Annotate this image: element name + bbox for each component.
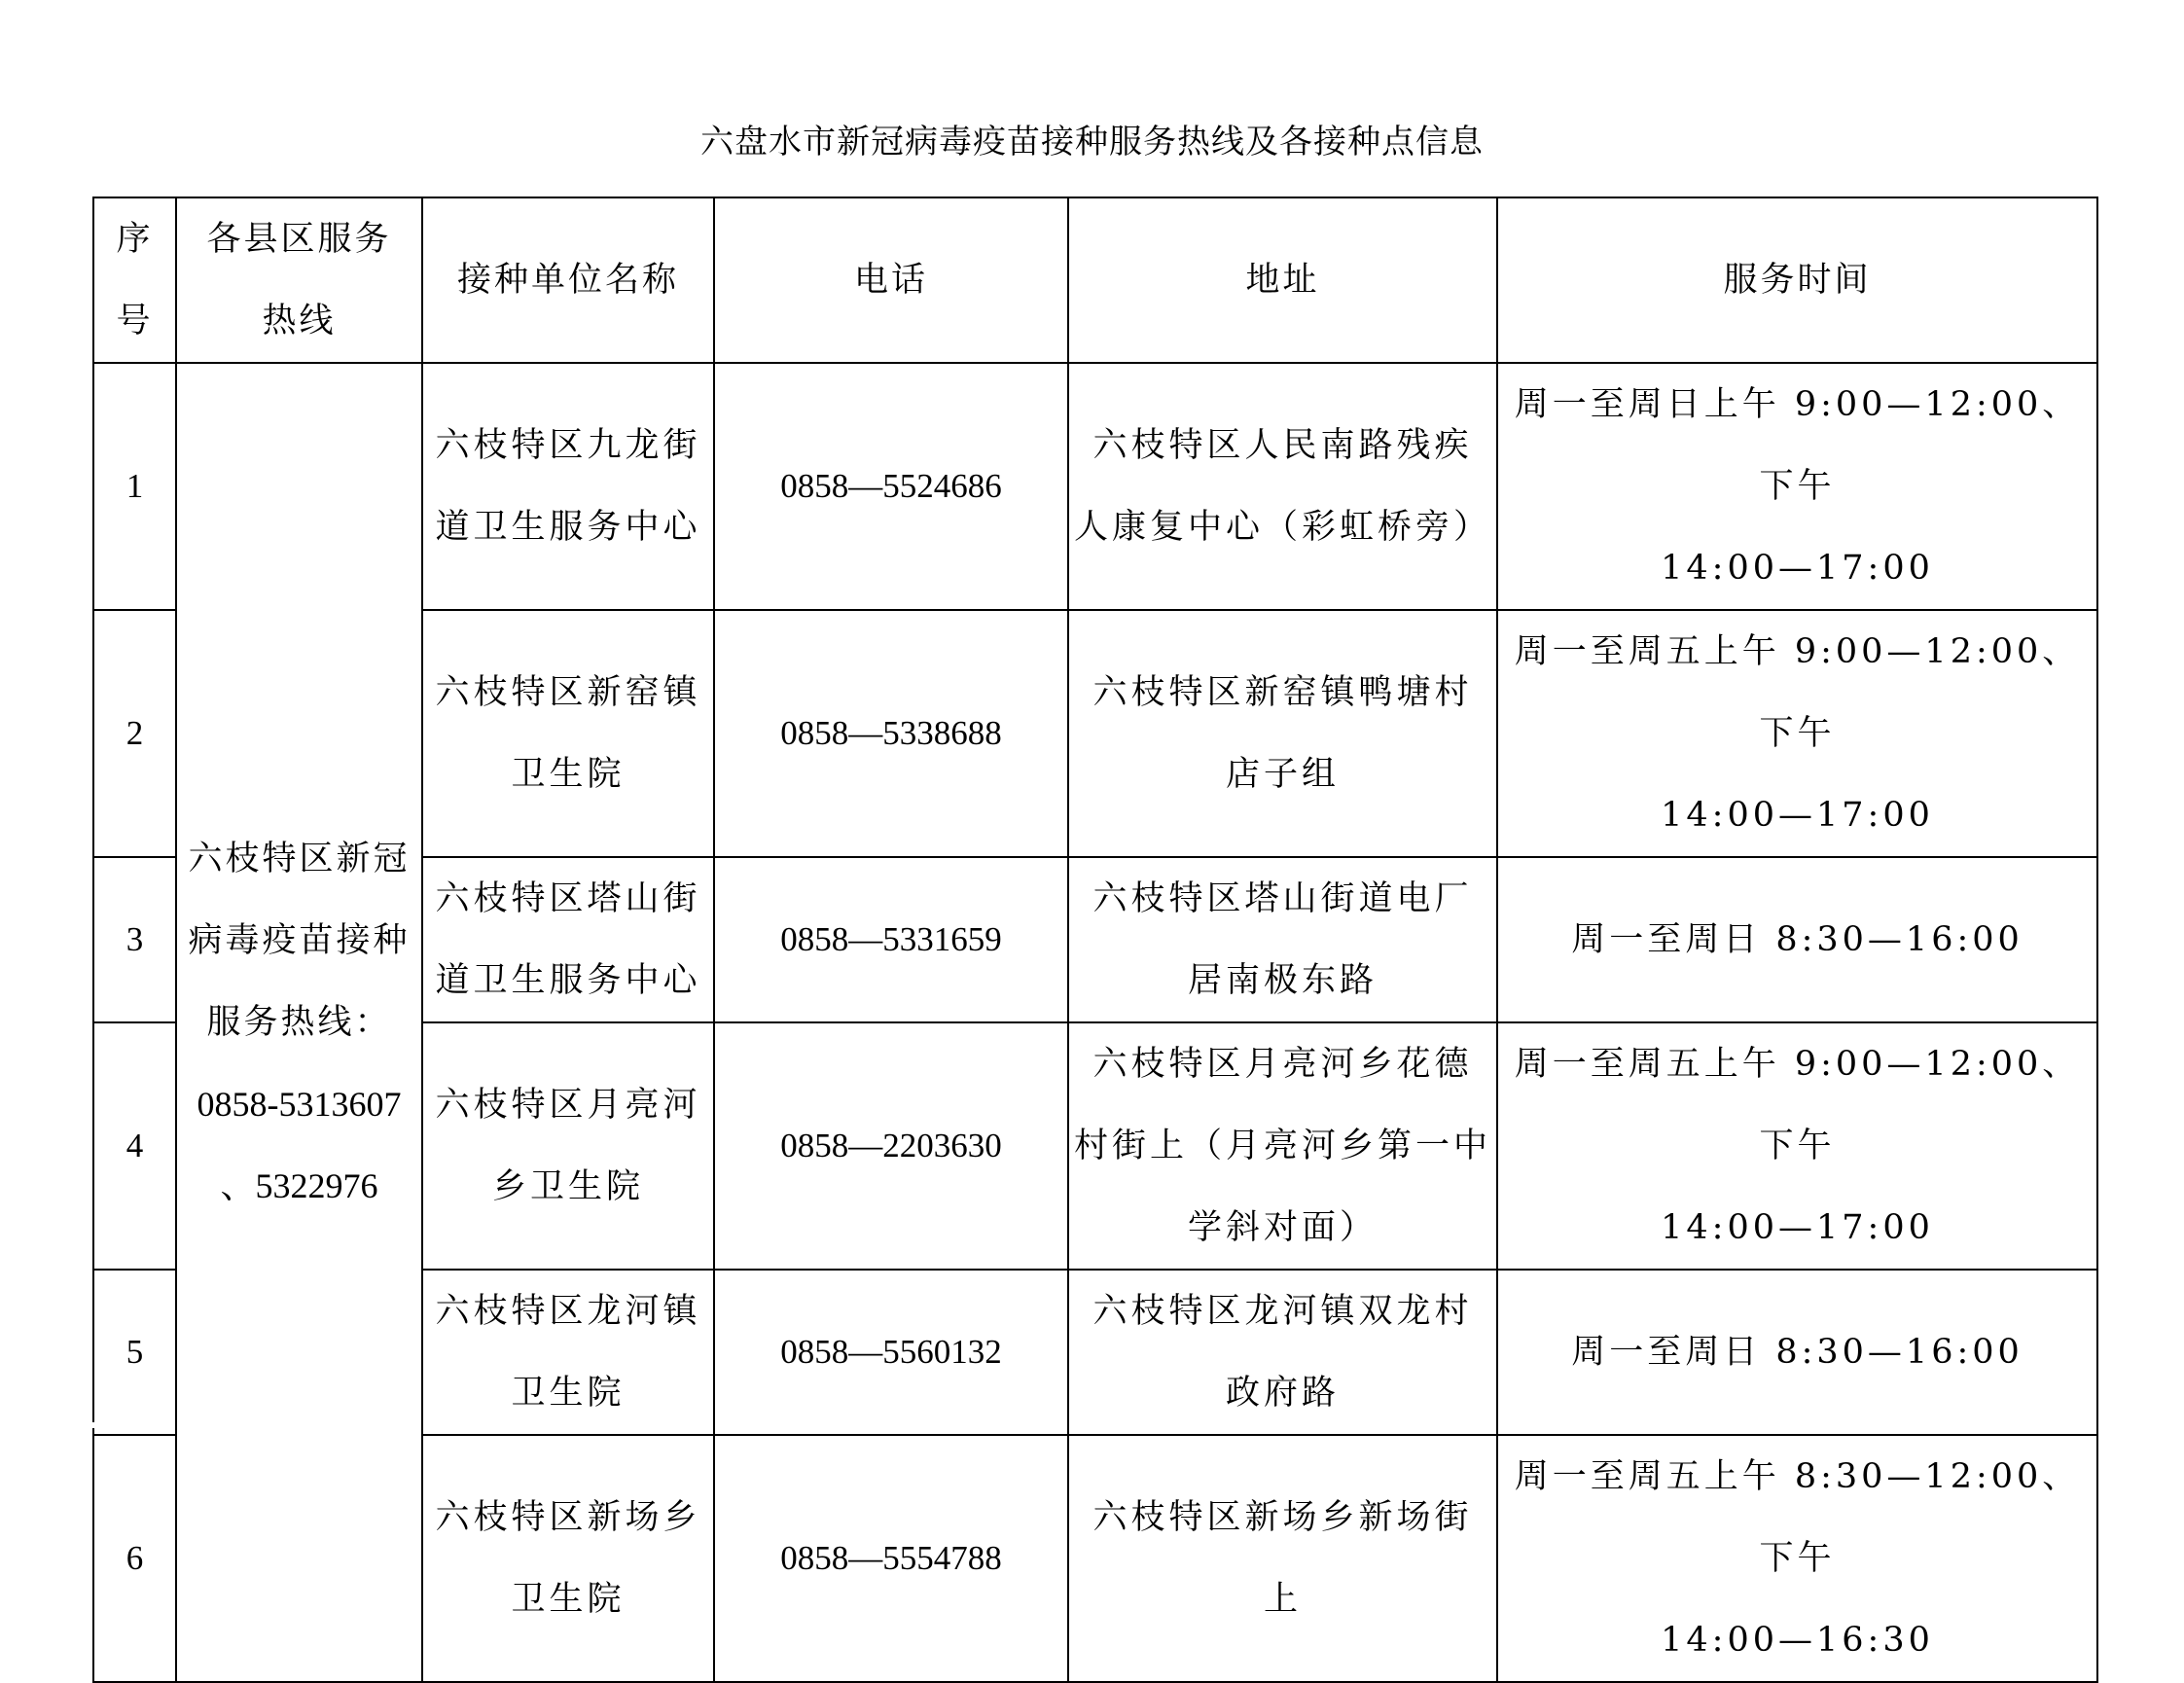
address-line: 六枝特区塔山街道电厂 bbox=[1092, 879, 1473, 918]
table-row bbox=[93, 363, 2097, 610]
address-line: 六枝特区新窑镇鸭塘村 bbox=[1092, 673, 1473, 712]
unit-line: 卫生院 bbox=[511, 755, 626, 794]
row-seq: 6 bbox=[93, 1435, 176, 1682]
row-seq: 2 bbox=[93, 610, 176, 857]
hours-line: 周一至周五上午 9:00—12:00、下午 bbox=[1514, 1045, 2081, 1165]
unit-line: 六枝特区九龙街 bbox=[435, 426, 701, 465]
address-line: 六枝特区新场乡新场街 bbox=[1092, 1498, 1473, 1537]
header-address: 地址 bbox=[1068, 197, 1497, 363]
hours-line: 周一至周日 8:30—16:00 bbox=[1571, 1333, 2023, 1372]
header-hotline bbox=[176, 197, 422, 363]
hours-line: 14:00—17:00 bbox=[1661, 549, 1934, 588]
address-line: 居南极东路 bbox=[1187, 961, 1378, 1000]
row-seq: 4 bbox=[93, 1022, 176, 1270]
unit-line: 六枝特区新窑镇 bbox=[435, 673, 701, 712]
hotline-number-alt: 、5322976 bbox=[220, 1166, 378, 1205]
unit-line: 道卫生服务中心 bbox=[435, 508, 701, 547]
hours-line: 14:00—17:00 bbox=[1661, 1208, 1934, 1247]
vaccination-sites-table bbox=[92, 197, 2098, 1683]
hotline-line1: 六枝特区新冠 bbox=[188, 840, 411, 878]
hours-cell bbox=[1497, 1022, 2097, 1270]
address-line: 六枝特区月亮河乡花德 bbox=[1092, 1045, 1473, 1084]
header-row bbox=[93, 197, 2097, 363]
hours-line: 周一至周日上午 9:00—12:00、下午 bbox=[1514, 385, 2081, 506]
unit-line: 六枝特区塔山街 bbox=[435, 879, 701, 918]
hours-line: 周一至周五上午 9:00—12:00、下午 bbox=[1514, 632, 2081, 753]
address-line: 六枝特区龙河镇双龙村 bbox=[1092, 1292, 1473, 1331]
header-unit: 接种单位名称 bbox=[422, 197, 714, 363]
unit-cell bbox=[422, 1022, 714, 1270]
hours-cell bbox=[1497, 1270, 2097, 1435]
header-hotline-line2: 热线 bbox=[262, 302, 337, 340]
phone-cell: 0858—2203630 bbox=[714, 1022, 1068, 1270]
hotline-line2: 病毒疫苗接种 bbox=[188, 921, 411, 960]
row-seq: 1 bbox=[93, 363, 176, 610]
address-cell bbox=[1068, 1435, 1497, 1682]
address-line: 人康复中心（彩虹桥旁） bbox=[1073, 508, 1491, 547]
header-seq-line1: 序 bbox=[116, 220, 154, 259]
row-seq: 5 bbox=[93, 1270, 176, 1435]
unit-cell bbox=[422, 857, 714, 1022]
address-line: 学斜对面） bbox=[1187, 1208, 1378, 1247]
header-seq-line2: 号 bbox=[116, 302, 154, 340]
hours-cell bbox=[1497, 363, 2097, 610]
address-cell bbox=[1068, 857, 1497, 1022]
hours-line: 14:00—16:30 bbox=[1661, 1621, 1934, 1660]
phone-cell: 0858—5560132 bbox=[714, 1270, 1068, 1435]
hours-cell bbox=[1497, 857, 2097, 1022]
phone-cell: 0858—5338688 bbox=[714, 610, 1068, 857]
header-phone: 电话 bbox=[714, 197, 1068, 363]
hotline-line3: 服务热线： bbox=[206, 1003, 392, 1042]
unit-line: 卫生院 bbox=[511, 1374, 626, 1413]
unit-line: 六枝特区月亮河 bbox=[435, 1086, 701, 1125]
unit-line: 卫生院 bbox=[511, 1580, 626, 1619]
open-bottom-edge bbox=[90, 1422, 174, 1428]
unit-line: 道卫生服务中心 bbox=[435, 961, 701, 1000]
address-cell bbox=[1068, 610, 1497, 857]
hotline-number: 0858-5313607 bbox=[197, 1085, 402, 1124]
unit-line: 乡卫生院 bbox=[491, 1167, 644, 1206]
address-line: 上 bbox=[1263, 1580, 1302, 1619]
unit-line: 六枝特区龙河镇 bbox=[435, 1292, 701, 1331]
address-cell bbox=[1068, 1270, 1497, 1435]
address-cell bbox=[1068, 363, 1497, 610]
unit-line: 六枝特区新场乡 bbox=[435, 1498, 701, 1537]
header-seq bbox=[93, 197, 176, 363]
hours-line: 14:00—17:00 bbox=[1661, 796, 1934, 835]
address-cell bbox=[1068, 1022, 1497, 1270]
unit-cell bbox=[422, 363, 714, 610]
address-line: 村街上（月亮河乡第一中 bbox=[1073, 1127, 1491, 1165]
unit-cell bbox=[422, 1435, 714, 1682]
unit-cell bbox=[422, 610, 714, 857]
hotline-cell bbox=[176, 363, 422, 1682]
address-line: 六枝特区人民南路残疾 bbox=[1092, 426, 1473, 465]
phone-cell: 0858—5524686 bbox=[714, 363, 1068, 610]
header-hotline-line1: 各县区服务 bbox=[206, 220, 392, 259]
address-line: 政府路 bbox=[1225, 1374, 1340, 1413]
hours-line: 周一至周五上午 8:30—12:00、下午 bbox=[1514, 1457, 2081, 1578]
phone-cell: 0858—5554788 bbox=[714, 1435, 1068, 1682]
address-line: 店子组 bbox=[1225, 755, 1340, 794]
hours-cell bbox=[1497, 610, 2097, 857]
header-hours: 服务时间 bbox=[1497, 197, 2097, 363]
hours-cell bbox=[1497, 1435, 2097, 1682]
row-seq: 3 bbox=[93, 857, 176, 1022]
phone-cell: 0858—5331659 bbox=[714, 857, 1068, 1022]
hours-line: 周一至周日 8:30—16:00 bbox=[1571, 920, 2023, 959]
document-title: 六盘水市新冠病毒疫苗接种服务热线及各接种点信息 bbox=[700, 123, 1484, 161]
unit-cell bbox=[422, 1270, 714, 1435]
